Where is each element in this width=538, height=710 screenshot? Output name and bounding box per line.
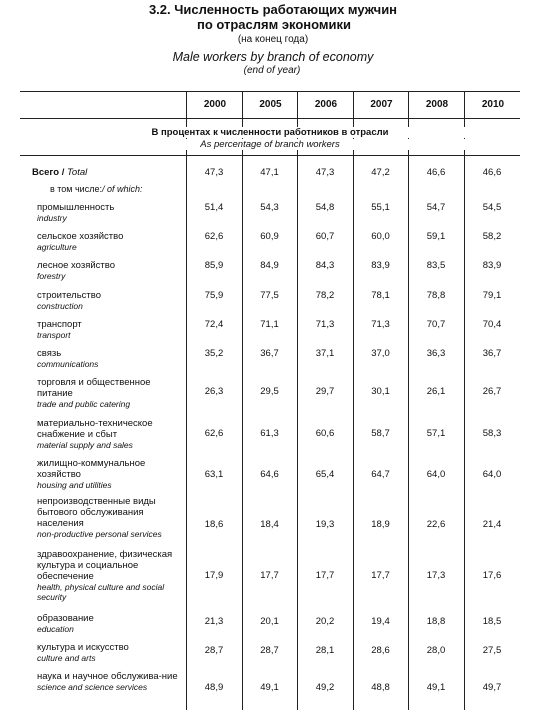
row-label	[37, 348, 185, 369]
cell-2010: 54,5	[482, 202, 502, 213]
title-ru-line1: 3.2. Численность работающих мужчин	[148, 2, 398, 17]
row-label	[37, 377, 185, 409]
header-year-2006: 2006	[297, 92, 354, 118]
cell-2000: 63,1	[204, 469, 224, 480]
cell-2008: 17,3	[426, 570, 446, 581]
row-label-en: construction	[37, 301, 83, 311]
row-label-en: health, physical culture and social security	[37, 582, 165, 602]
header-year-2005: 2005	[242, 92, 298, 118]
cell-2007: 18,9	[371, 519, 390, 530]
cell-2010: 49,7	[482, 682, 502, 693]
row-label-en: housing and utilities	[37, 480, 112, 490]
cell-2007: 30,1	[371, 386, 390, 397]
cell-2000: 17,9	[204, 570, 224, 581]
cell-2007: 28,6	[371, 645, 390, 656]
cell-2000: 51,4	[204, 202, 224, 213]
cell-2006: 71,3	[315, 319, 335, 330]
cell-2005: 17,7	[260, 570, 279, 581]
cell-2010: 17,6	[482, 570, 502, 581]
row-label-en: communications	[37, 359, 99, 369]
cell-2005: 20,1	[260, 616, 279, 627]
total-value-2005: 47,1	[260, 167, 279, 178]
cell-2005: 84,9	[260, 260, 279, 271]
cell-2006: 54,8	[315, 202, 335, 213]
cell-2010: 83,9	[482, 260, 502, 271]
row-label	[37, 290, 185, 311]
cell-2005: 54,3	[260, 202, 279, 213]
cell-2006: 84,3	[315, 260, 335, 271]
cell-2010: 27,5	[482, 645, 502, 656]
row-label-ru: торговля и общественное питание	[37, 377, 151, 399]
row-label-ru: наука и научное обслужива-ние	[37, 671, 178, 682]
row-label	[37, 549, 185, 602]
row-label-en: agriculture	[37, 242, 77, 252]
cell-2007: 17,7	[371, 570, 390, 581]
cell-2007: 83,9	[371, 260, 390, 271]
cell-2006: 19,3	[315, 519, 335, 530]
table-title	[0, 2, 538, 77]
cell-2008: 18,8	[426, 616, 446, 627]
row-label	[37, 613, 185, 634]
row-label-ru: культура и искусство	[37, 642, 129, 653]
row-label-en: culture and arts	[37, 653, 96, 663]
cell-2006: 60,6	[315, 428, 335, 439]
total-value-2008: 46,6	[426, 167, 446, 178]
row-label-ru: жилищно-коммунальное хозяйство	[37, 458, 146, 480]
cell-2007: 58,7	[371, 428, 390, 439]
cell-2007: 60,0	[371, 231, 390, 242]
row-label-en: education	[37, 624, 74, 634]
cell-2007: 55,1	[371, 202, 390, 213]
including-label	[50, 184, 143, 195]
cell-2000: 26,3	[204, 386, 224, 397]
row-label	[37, 671, 185, 692]
row-label-ru: транспорт	[37, 319, 82, 330]
cell-2007: 37,0	[371, 348, 390, 359]
row-label-en: transport	[37, 330, 71, 340]
cell-2000: 28,7	[204, 645, 224, 656]
unit-caption-en: As percentage of branch workers	[20, 139, 520, 150]
cell-2008: 64,0	[426, 469, 446, 480]
cell-2010: 18,5	[482, 616, 502, 627]
cell-2007: 71,3	[371, 319, 390, 330]
cell-2006: 29,7	[315, 386, 335, 397]
total-value-2007: 47,2	[371, 167, 390, 178]
cell-2006: 37,1	[315, 348, 335, 359]
cell-2000: 75,9	[204, 290, 224, 301]
row-label-ru: промышленность	[37, 202, 115, 213]
total-label-en: Total	[66, 167, 88, 178]
row-label	[37, 260, 185, 281]
total-value-2000: 47,3	[204, 167, 224, 178]
cell-2005: 28,7	[260, 645, 279, 656]
table-header	[20, 92, 520, 118]
cell-2010: 21,4	[482, 519, 502, 530]
cell-2008: 70,7	[426, 319, 446, 330]
cell-2007: 64,7	[371, 469, 390, 480]
row-label	[37, 496, 185, 539]
cell-2010: 70,4	[482, 319, 502, 330]
cell-2008: 36,3	[426, 348, 446, 359]
row-label-ru: непроизводственные виды бытового обслуживания населения	[37, 496, 156, 529]
total-value-2006: 47,3	[315, 167, 335, 178]
including-label-ru: в том числе:	[50, 184, 102, 194]
cell-2000: 18,6	[204, 519, 224, 530]
row-label-en: trade and public catering	[37, 399, 131, 409]
cell-2010: 36,7	[482, 348, 502, 359]
header-year-2008: 2008	[408, 92, 465, 118]
total-value-2010: 46,6	[482, 167, 502, 178]
cell-2008: 49,1	[426, 682, 446, 693]
unit-bottom-rule	[20, 155, 520, 156]
cell-2000: 62,6	[204, 428, 224, 439]
row-label-ru: сельское хозяйство	[37, 231, 124, 242]
cell-2007: 78,1	[371, 290, 390, 301]
cell-2000: 35,2	[204, 348, 224, 359]
row-label	[37, 418, 185, 450]
row-label-en: material supply and sales	[37, 440, 133, 450]
cell-2008: 59,1	[426, 231, 446, 242]
cell-2008: 57,1	[426, 428, 446, 439]
cell-2008: 83,5	[426, 260, 446, 271]
cell-2005: 49,1	[260, 682, 279, 693]
title-ru-line2: по отраслям экономики	[196, 17, 352, 32]
cell-2005: 64,6	[260, 469, 279, 480]
cell-2008: 22,6	[426, 519, 446, 530]
cell-2006: 78,2	[315, 290, 335, 301]
cell-2006: 60,7	[315, 231, 335, 242]
row-label-ru: строительство	[37, 290, 102, 301]
cell-2000: 62,6	[204, 231, 224, 242]
cell-2000: 85,9	[204, 260, 224, 271]
header-year-2010: 2010	[464, 92, 521, 118]
row-label-en: industry	[37, 213, 67, 223]
row-label-en: forestry	[37, 271, 66, 281]
cell-2005: 60,9	[260, 231, 279, 242]
row-label-ru: связь	[37, 348, 62, 359]
including-label-en: / of which:	[101, 184, 143, 194]
row-label	[37, 231, 185, 252]
cell-2006: 28,1	[315, 645, 335, 656]
header-blank-cell	[20, 92, 186, 118]
cell-2008: 54,7	[426, 202, 446, 213]
total-label-ru: Всего /	[32, 167, 65, 178]
cell-2010: 58,2	[482, 231, 502, 242]
header-year-2007: 2007	[353, 92, 409, 118]
cell-2008: 28,0	[426, 645, 446, 656]
row-label	[37, 202, 185, 223]
cell-2008: 26,1	[426, 386, 446, 397]
cell-2006: 17,7	[315, 570, 335, 581]
row-label-en: science and science services	[37, 682, 148, 692]
row-label-ru: лесное хозяйство	[37, 260, 115, 271]
header-bottom-rule	[20, 118, 520, 119]
cell-2007: 19,4	[371, 616, 390, 627]
cell-2000: 48,9	[204, 682, 224, 693]
cell-2005: 61,3	[260, 428, 279, 439]
cell-2010: 64,0	[482, 469, 502, 480]
row-label-en: non-productive personal services	[37, 529, 162, 539]
title-ru-note: (на конец года)	[237, 34, 309, 45]
title-en-note: (end of year)	[243, 65, 301, 76]
cell-2010: 79,1	[482, 290, 502, 301]
row-label	[37, 458, 185, 490]
cell-2006: 20,2	[315, 616, 335, 627]
cell-2006: 65,4	[315, 469, 335, 480]
cell-2010: 26,7	[482, 386, 502, 397]
cell-2005: 77,5	[260, 290, 279, 301]
title-en: Male workers by branch of economy	[172, 50, 374, 64]
total-row	[20, 167, 520, 179]
row-label-ru: образование	[37, 613, 94, 624]
cell-2005: 36,7	[260, 348, 279, 359]
cell-2006: 49,2	[315, 682, 335, 693]
cell-2005: 18,4	[260, 519, 279, 530]
header-year-2000: 2000	[186, 92, 243, 118]
unit-caption-ru: В процентах к численности работников в отрасли	[20, 127, 520, 138]
row-label-ru: здравоохранение, физическая культура и социальное обеспечение	[37, 549, 173, 582]
cell-2007: 48,8	[371, 682, 390, 693]
cell-2000: 72,4	[204, 319, 224, 330]
row-label-ru: материально-техническое снабжение и сбыт	[37, 418, 153, 440]
cell-2010: 58,3	[482, 428, 502, 439]
cell-2008: 78,8	[426, 290, 446, 301]
cell-2005: 71,1	[260, 319, 279, 330]
row-label	[37, 319, 185, 340]
cell-2005: 29,5	[260, 386, 279, 397]
cell-2000: 21,3	[204, 616, 224, 627]
row-label	[37, 642, 185, 663]
